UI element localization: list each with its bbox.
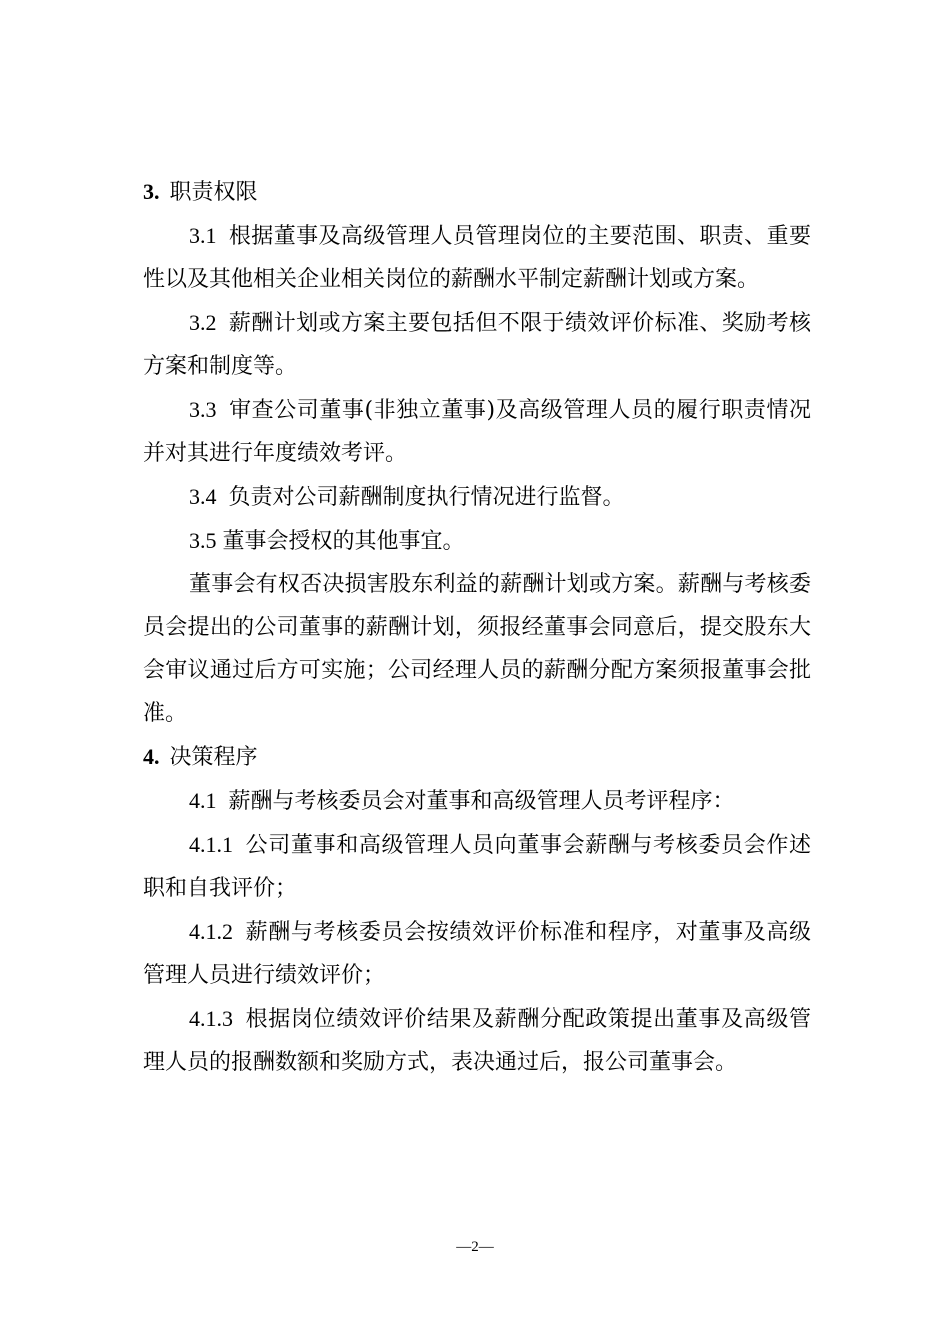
clause-number: 3.3 (189, 397, 217, 422)
clause-text: 审查公司董事(非独立董事)及高级管理人员的履行职责情况并对其进行年度绩效考评。 (143, 398, 811, 466)
section-3-heading (143, 170, 811, 214)
clause-text: 董事会授权的其他事宜。 (222, 529, 465, 554)
document-body (143, 170, 811, 1084)
clause-number: 3.4 (189, 484, 217, 509)
clause-3-5 (143, 519, 811, 563)
clause-text: 薪酬与考核委员会对董事和高级管理人员考评程序： (228, 789, 735, 814)
section-4-number: 4. (143, 744, 160, 769)
clause-number: 4.1.1 (189, 832, 233, 857)
clause-3-2 (143, 301, 811, 388)
clause-number: 3.1 (189, 223, 217, 248)
clause-4-1 (143, 779, 811, 823)
clause-text: 薪酬计划或方案主要包括但不限于绩效评价标准、奖励考核方案和制度等。 (143, 311, 811, 379)
section-4-heading (143, 735, 811, 779)
clause-4-1-1 (143, 823, 811, 910)
clause-3-3 (143, 388, 811, 475)
clause-number: 4.1.2 (189, 919, 233, 944)
clause-number: 3.5 (189, 528, 217, 553)
clause-4-1-3 (143, 997, 811, 1084)
section-3-closing-paragraph: 董事会有权否决损害股东利益的薪酬计划或方案。薪酬与考核委员会提出的公司董事的薪酬计划，须报经董事会同意后，提交股东大会审议通过后方可实施；公司经理人员的薪酬分配方案须报董事会批准。 (143, 572, 811, 726)
page-number: —2— (456, 1239, 494, 1255)
section-3-title: 职责权限 (169, 180, 258, 205)
section-4-title: 决策程序 (169, 745, 258, 770)
clause-text: 负责对公司薪酬制度执行情况进行监督。 (228, 485, 625, 510)
clause-text: 公司董事和高级管理人员向董事会薪酬与考核委员会作述职和自我评价； (143, 833, 811, 901)
clause-number: 4.1.3 (189, 1006, 233, 1031)
clause-3-1 (143, 214, 811, 301)
clause-text: 薪酬与考核委员会按绩效评价标准和程序，对董事及高级管理人员进行绩效评价； (143, 920, 811, 988)
clause-text: 根据岗位绩效评价结果及薪酬分配政策提出董事及高级管理人员的报酬数额和奖励方式，表决通过后，报公司董事会。 (143, 1007, 811, 1075)
clause-number: 3.2 (189, 310, 217, 335)
clause-text: 根据董事及高级管理人员管理岗位的主要范围、职责、重要性以及其他相关企业相关岗位的薪酬水平制定薪酬计划或方案。 (143, 224, 811, 292)
clause-number: 4.1 (189, 788, 217, 813)
clause-3-4 (143, 475, 811, 519)
clause-4-1-2 (143, 910, 811, 997)
section-3-number: 3. (143, 179, 160, 204)
